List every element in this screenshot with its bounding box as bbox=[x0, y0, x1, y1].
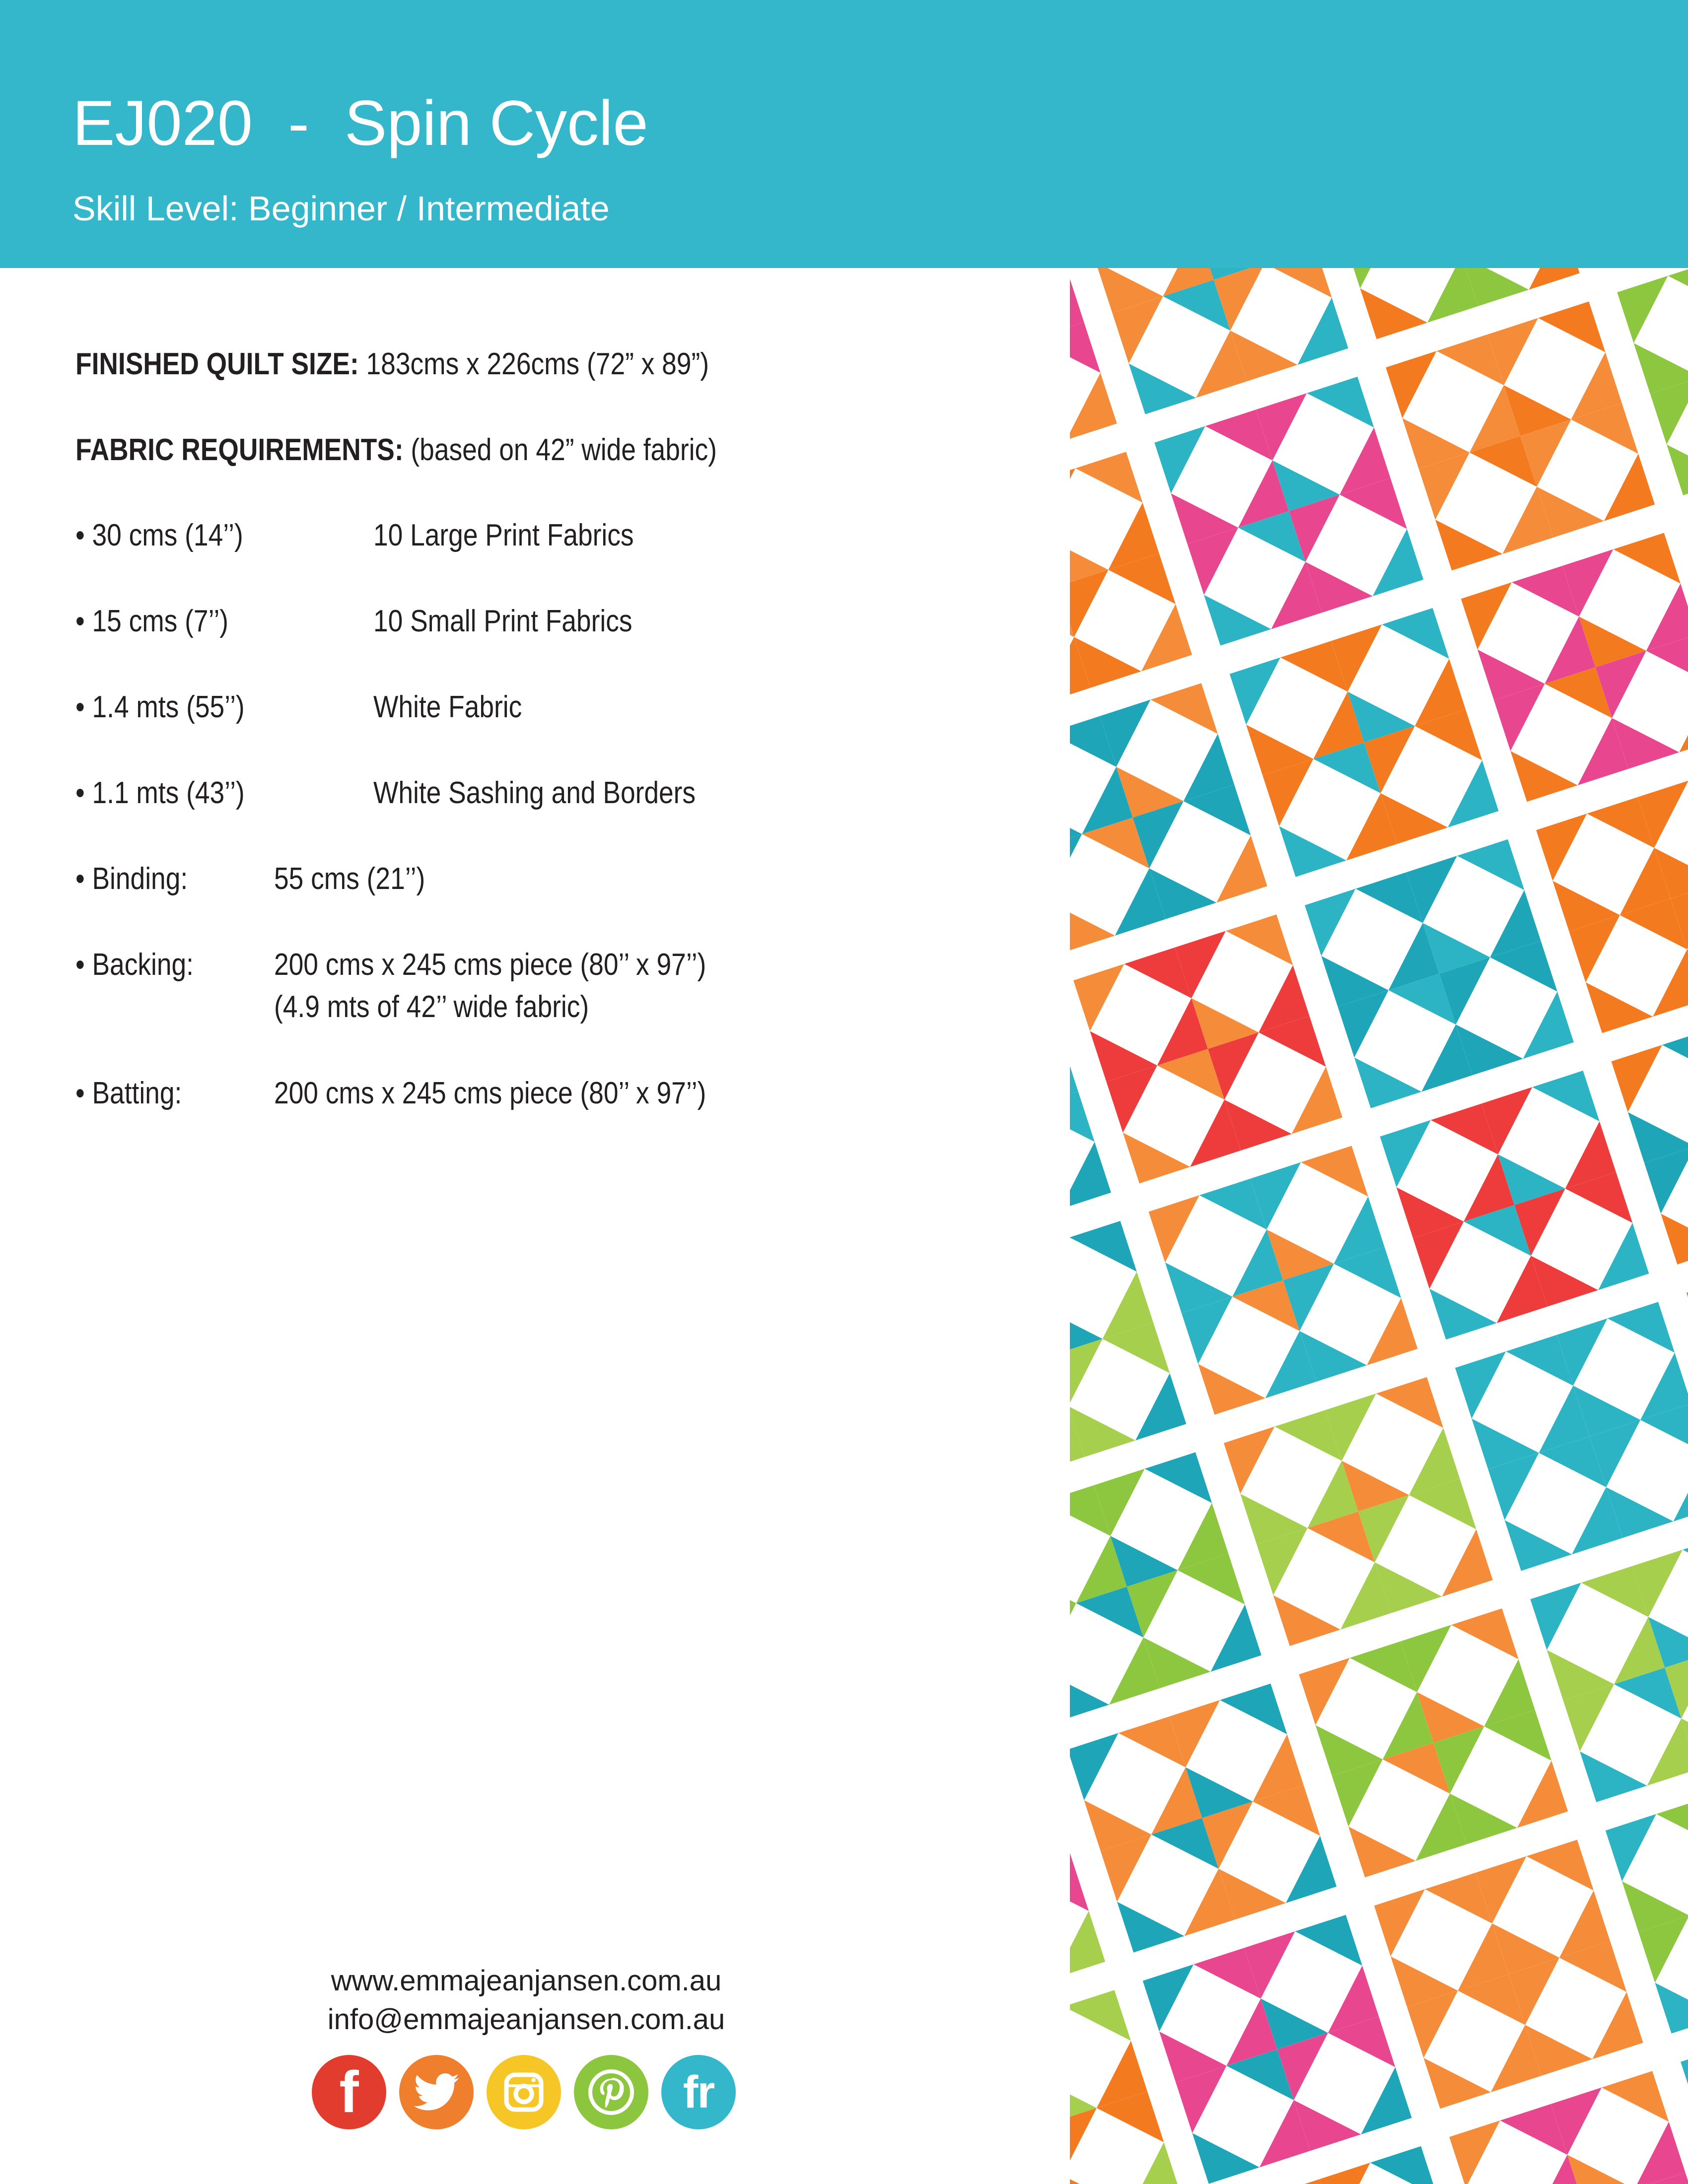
batting-value: 200 cms x 245 cms piece (80’’ x 97’’) bbox=[274, 1076, 706, 1110]
fr-icon[interactable] bbox=[661, 2055, 736, 2129]
requirement-amount: • 15 cms (7’’) bbox=[75, 604, 229, 638]
quilt-block bbox=[1224, 1377, 1493, 1646]
quilt-block bbox=[1386, 301, 1655, 570]
quilt-block bbox=[1154, 377, 1423, 646]
backing-value-note: (4.9 mts of 42’’ wide fabric) bbox=[274, 990, 589, 1024]
backing-label: • Backing: bbox=[75, 948, 194, 982]
quilt-block bbox=[1070, 1684, 1336, 1953]
quilt-block bbox=[1149, 1146, 1418, 1415]
twitter-icon[interactable] bbox=[399, 2055, 474, 2129]
requirement-description: 10 Large Print Fabrics bbox=[373, 518, 634, 552]
quilt-block bbox=[1530, 1533, 1688, 1802]
quilt-block bbox=[1305, 839, 1574, 1108]
website-link[interactable]: www.emmajeanjansen.com.au bbox=[331, 1965, 722, 1997]
pinterest-glyph bbox=[587, 2068, 635, 2116]
quilt-block bbox=[1455, 1302, 1688, 1571]
social-links bbox=[312, 2055, 739, 2129]
finished-size-line bbox=[75, 349, 709, 380]
quilt-block bbox=[1070, 683, 1267, 952]
quilt-block bbox=[1143, 1915, 1412, 2184]
twitter-bird-glyph bbox=[414, 2073, 459, 2111]
quilt-block bbox=[1380, 1071, 1649, 1340]
pattern-title: EJ020 - Spin Cycle bbox=[72, 88, 648, 159]
fabric-requirements-line bbox=[75, 435, 717, 466]
quilt-block bbox=[1230, 608, 1499, 877]
requirement-description: White Sashing and Borders bbox=[373, 776, 696, 810]
quilt-block bbox=[1079, 268, 1348, 414]
backing-value: 200 cms x 245 cms piece (80’’ x 97’’) bbox=[274, 948, 706, 982]
title-banner bbox=[0, 0, 1688, 268]
quilt-block bbox=[1299, 1608, 1568, 1877]
finished-size-value: 183cms x 226cms (72” x 89”) bbox=[358, 347, 709, 381]
fabric-requirements-note: (based on 42” wide fabric) bbox=[403, 433, 717, 467]
fr-glyph: fr bbox=[683, 2066, 714, 2117]
email-link[interactable]: info@emmajeanjansen.com.au bbox=[327, 2003, 725, 2036]
pinterest-icon[interactable] bbox=[574, 2055, 648, 2129]
quilt-patch-print bbox=[1681, 2046, 1688, 2113]
binding-label: • Binding: bbox=[75, 862, 188, 896]
requirement-amount: • 1.4 mts (55’’) bbox=[75, 690, 245, 724]
quilt-block bbox=[1461, 533, 1688, 802]
requirement-description: 10 Small Print Fabrics bbox=[373, 604, 633, 638]
requirement-amount: • 30 cms (14’’) bbox=[75, 518, 243, 552]
instagram-camera-glyph bbox=[503, 2071, 545, 2113]
quilt-block bbox=[1073, 914, 1342, 1183]
quilt-block bbox=[1536, 764, 1688, 1033]
quilt-block bbox=[1070, 1452, 1262, 1721]
quilt-block bbox=[1374, 1840, 1643, 2109]
requirement-description: White Fabric bbox=[373, 690, 522, 724]
fabric-requirements-label: FABRIC REQUIREMENTS: bbox=[75, 433, 404, 467]
quilt-pattern-illustration bbox=[1070, 268, 1688, 2184]
batting-label: • Batting: bbox=[75, 1076, 182, 1110]
quilt-photo bbox=[1070, 268, 1688, 2184]
requirement-amount: • 1.1 mts (43’’) bbox=[75, 776, 245, 810]
skill-level: Skill Level: Beginner / Intermediate bbox=[72, 189, 610, 228]
finished-size-label: FINISHED QUILT SIZE: bbox=[75, 347, 359, 381]
quilt-blocks bbox=[1070, 268, 1688, 2184]
instagram-icon[interactable] bbox=[487, 2055, 561, 2129]
binding-value: 55 cms (21’’) bbox=[274, 862, 425, 896]
facebook-glyph: f bbox=[339, 2059, 359, 2125]
facebook-icon[interactable] bbox=[312, 2055, 386, 2129]
